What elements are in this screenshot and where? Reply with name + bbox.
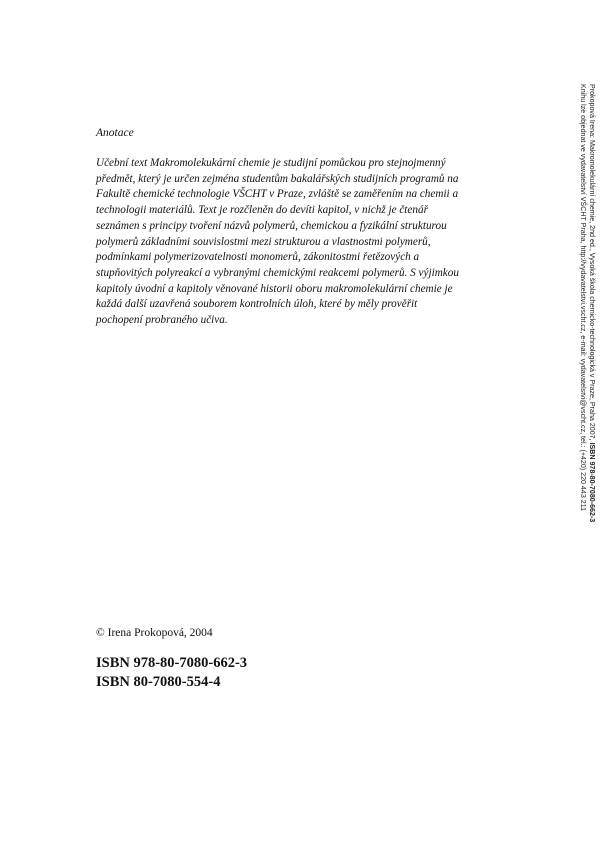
annotation-line: předmět, který je určen zejména studentům bakalářských studijních programů na — [96, 172, 459, 185]
annotation-line: Fakultě chemické technologie VŠCHT v Praze, zvláště se zaměřením na chemii a — [96, 188, 459, 201]
annotation-line: seznámen s principy tvoření názvů polymerů, chemickou a fyzikální strukturou — [96, 219, 447, 232]
isbn-10: ISBN 80-7080-554-4 — [96, 674, 221, 690]
citation-line — [587, 84, 596, 586]
isbn-13: ISBN 978-80-7080-662-3 — [96, 655, 248, 671]
citation-isbn: ISBN 978-80-7080-662-3 — [588, 442, 596, 523]
annotation-line: každá další uzavřená souborem kontrolních úloh, které by měly prověřit — [96, 298, 418, 311]
copyright-notice: © Irena Prokopová, 2004 — [96, 627, 213, 639]
annotation-line: kapitoly úvodní a kapitoly věnované historii oboru makromolekulární chemie je — [96, 282, 453, 295]
vertical-citation-note — [562, 84, 596, 586]
citation-text: Prokopová Irena: Makromolekulární chemie, 2nd ed., Vysoká škola chemicko-technologická v Praze, Praha 2007, — [588, 84, 596, 443]
annotation-line: Učební text Makromolekukární chemie je studijní pomůckou pro stejnojmenný — [96, 157, 446, 169]
annotation-body — [96, 156, 526, 329]
annotation-line: stupňovitých polyreakcí a vybranými chemickými reakcemi polymerů. S výjimkou — [96, 266, 459, 279]
annotation-line: podmínkami polymerizovatelnosti monomerů, zákonitostmi řetězových a — [96, 251, 420, 264]
annotation-line: technologii materiálů. Text je rozčleněn do devíti kapitol, v nichž je čtenář — [96, 204, 428, 217]
ordering-info-line: Knihu lze objednat ve vydavatelství VŠCHT Praha, http://vydavatelstvi.vscht.cz, e-mail: vydavatelstvi@vscht.cz, tel.: (+420) 220 443 211 — [579, 84, 587, 512]
annotation-line: pochopení probraného učiva. — [96, 314, 228, 327]
annotation-heading: Anotace — [96, 127, 134, 139]
annotation-line: polymerů základními souvislostmi mezi strukturou a vlastnostmi polymerů, — [96, 235, 431, 248]
